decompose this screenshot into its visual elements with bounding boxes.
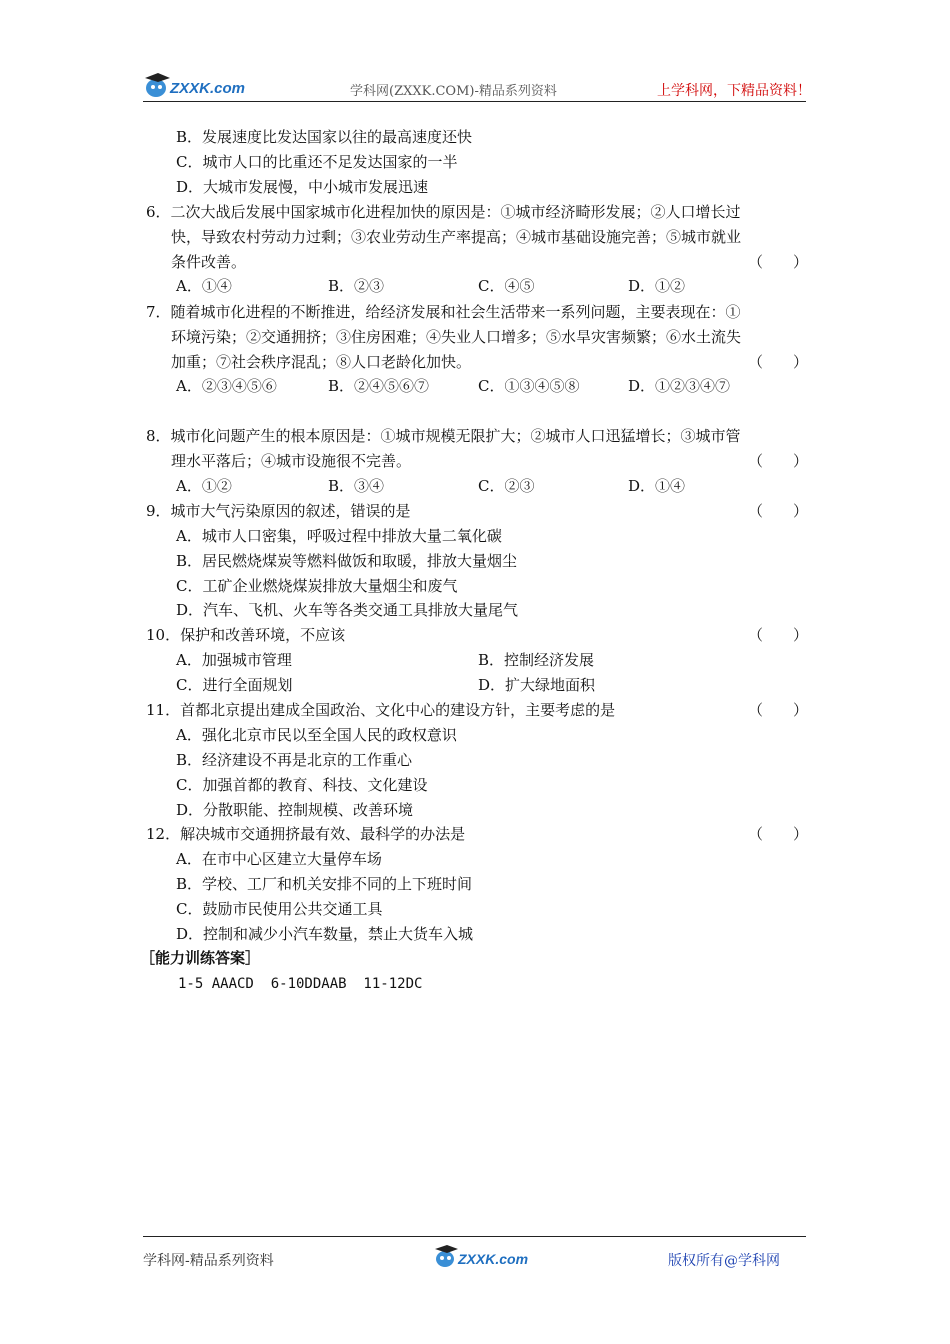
q8-option-d: D．①④	[628, 477, 686, 495]
q5-option-c: C．城市人口的比重还不足发达国家的一半	[176, 153, 458, 171]
header-divider	[143, 101, 806, 102]
q10-answer-parens: （ ）	[748, 626, 809, 644]
q8-stem-line-2: 理水平落后；④城市设施很不完善。	[171, 452, 412, 470]
q8-stem-line-1: 8．城市化问题产生的根本原因是：①城市规模无限扩大；②城市人口迅猛增长；③城市管	[146, 427, 741, 445]
q10-option-c: C．进行全面规划	[176, 676, 293, 694]
q10-option-a: A．加强城市管理	[176, 651, 292, 669]
q9-stem: 9．城市大气污染原因的叙述，错误的是	[146, 502, 411, 520]
q6-stem-line-1: 6．二次大战后发展中国家城市化进程加快的原因是：①城市经济畸形发展；②人口增长过	[146, 203, 741, 221]
q11-stem: 11．首都北京提出建成全国政治、文化中心的建设方针，主要考虑的是	[146, 701, 616, 719]
answers-text: 1-5 AAACD 6-10DDAAB 11-12DC	[178, 976, 423, 992]
q6-option-c: C．④⑤	[478, 277, 535, 295]
footer-logo-text: ZXXK.com	[458, 1251, 529, 1267]
header-center-text: 学科网(ZXXK.COM)-精品系列资料	[350, 84, 557, 99]
q12-option-b: B．学校、工厂和机关安排不同的上下班时间	[176, 875, 473, 893]
q7-option-b: B．②④⑤⑥⑦	[328, 377, 430, 395]
q7-answer-parens: （ ）	[748, 353, 809, 371]
logo-text: ZXXK.com	[170, 80, 246, 97]
footer-right-text: 版权所有@学科网	[668, 1253, 780, 1269]
q6-option-d: D．①②	[628, 277, 686, 295]
answers-heading: ［能力训练答案］	[140, 949, 261, 967]
q6-stem-line-2: 快，导致农村劳动力过剩；③农业劳动生产率提高；④城市基础设施完善；⑤城市就业	[171, 228, 742, 246]
q7-option-c: C．①③④⑤⑧	[478, 377, 580, 395]
q12-answer-parens: （ ）	[748, 825, 809, 843]
q9-option-d: D．汽车、飞机、火车等各类交通工具排放大量尾气	[176, 601, 519, 619]
q11-option-b: B．经济建设不再是北京的工作重心	[176, 751, 413, 769]
q6-stem-line-3: 条件改善。	[171, 253, 247, 271]
q8-option-c: C．②③	[478, 477, 535, 495]
q10-option-d: D．扩大绿地面积	[478, 676, 596, 694]
q6-answer-parens: （ ）	[748, 253, 809, 271]
q7-option-a: A．②③④⑤⑥	[176, 377, 277, 395]
q7-option-d: D．①②③④⑦	[628, 377, 731, 395]
footer-divider	[143, 1236, 806, 1237]
q9-answer-parens: （ ）	[748, 502, 809, 520]
q8-option-a: A．①②	[176, 477, 232, 495]
q8-answer-parens: （ ）	[748, 452, 809, 470]
zxxk-logo	[140, 66, 250, 102]
q11-option-a: A．强化北京市民以至全国人民的政权意识	[176, 726, 457, 744]
q7-stem-line-3: 加重；⑦社会秩序混乱；⑧人口老龄化加快。	[171, 353, 472, 371]
q12-stem: 12．解决城市交通拥挤最有效、最科学的办法是	[146, 825, 466, 843]
q7-stem-line-2: 环境污染；②交通拥挤；③住房困难；④失业人口增多；⑤水旱灾害频繁；⑥水土流失	[171, 328, 742, 346]
q11-answer-parens: （ ）	[748, 701, 809, 719]
q6-option-a: A．①④	[176, 277, 232, 295]
q7-stem-line-1: 7．随着城市化进程的不断推进，给经济发展和社会生活带来一系列问题，主要表现在：①	[146, 303, 741, 321]
q10-stem: 10．保护和改善环境，不应该	[146, 626, 346, 644]
q8-option-b: B．③④	[328, 477, 385, 495]
q6-option-b: B．②③	[328, 277, 385, 295]
header-right-text: 上学科网，下精品资料！	[657, 83, 811, 99]
q12-option-a: A．在市中心区建立大量停车场	[176, 850, 382, 868]
q5-option-b: B．发展速度比发达国家以往的最高速度还快	[176, 128, 473, 146]
q10-option-b: B．控制经济发展	[478, 651, 595, 669]
q9-option-b: B．居民燃烧煤炭等燃料做饭和取暖，排放大量烟尘	[176, 552, 518, 570]
q12-option-c: C．鼓励市民使用公共交通工具	[176, 900, 383, 918]
q5-option-d: D．大城市发展慢，中小城市发展迅速	[176, 178, 429, 196]
q9-option-c: C．工矿企业燃烧煤炭排放大量烟尘和废气	[176, 577, 458, 595]
q11-option-d: D．分散职能、控制规模、改善环境	[176, 801, 414, 819]
q9-option-a: A．城市人口密集，呼吸过程中排放大量二氧化碳	[176, 527, 502, 545]
footer-zxxk-logo	[430, 1238, 534, 1272]
footer-left-text: 学科网-精品系列资料	[143, 1253, 274, 1269]
q11-option-c: C．加强首都的教育、科技、文化建设	[176, 776, 428, 794]
q12-option-d: D．控制和减少小汽车数量，禁止大货车入城	[176, 925, 474, 943]
